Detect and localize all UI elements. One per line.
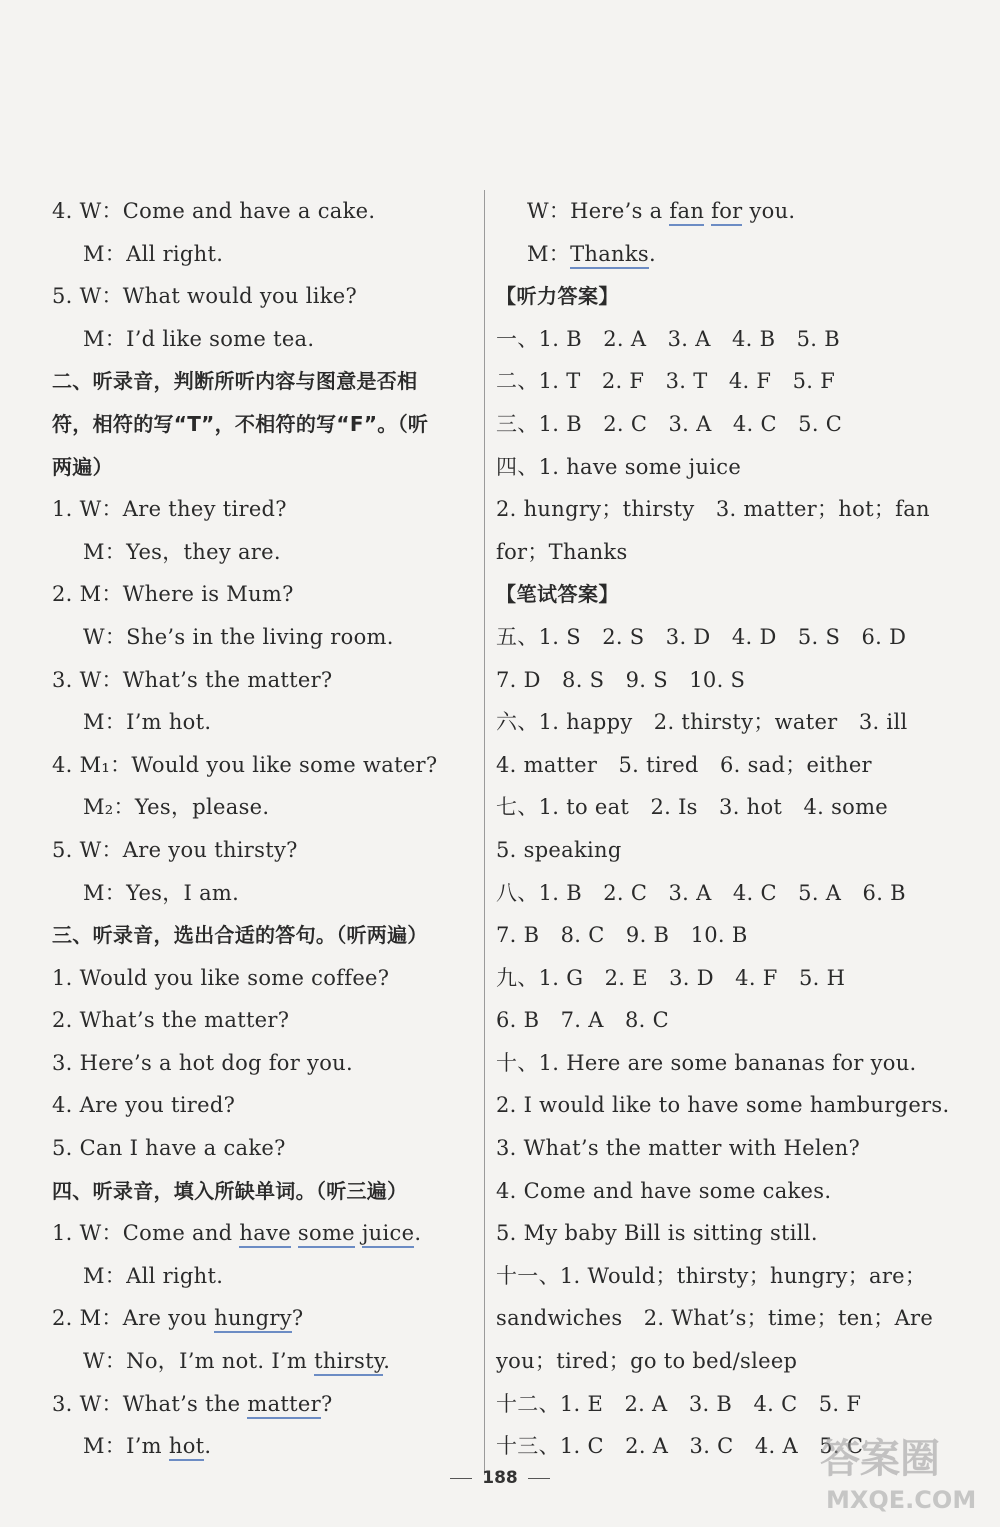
filled-blank: matter [247, 1392, 321, 1419]
answer-line: 4. matter 5. tired 6. sad；either [496, 752, 872, 777]
answer-line: 十、1. Here are some bananas for you. [496, 1050, 917, 1075]
watermark-logo [812, 1420, 992, 1520]
section-heading-4: 四、听录音，填入所缺单词。（听三遍） [52, 1178, 408, 1203]
answer-line: 2. I would like to have some hamburgers. [496, 1093, 950, 1118]
text-span: 3. W：What’s the [52, 1391, 248, 1416]
text-line: 2. What’s the matter? [52, 1008, 290, 1033]
text-line: 4. M₁：Would you like some water? [52, 752, 438, 777]
text-span: ? [320, 1391, 333, 1416]
text-line: 3. W：What’s the matter? [52, 667, 333, 692]
answer-line: 三、1. B 2. C 3. A 4. C 5. C [496, 411, 843, 436]
text-span: . [414, 1221, 422, 1246]
section-heading-2-cont: 符，相符的写“T”，不相符的写“F”。（听 [52, 411, 429, 436]
text-line: 4. W：Come and have a cake. [52, 199, 376, 223]
listening-answers-title: 【听力答案】 [496, 284, 619, 309]
text-span: 1. W：Come and [52, 1221, 240, 1246]
answer-line: 四、1. have some juice [496, 454, 742, 479]
text-span: . [204, 1434, 212, 1459]
filled-blank: have [239, 1221, 291, 1248]
text-line [52, 1297, 472, 1340]
filled-blank: hot [169, 1434, 205, 1461]
text-span: you. [742, 199, 796, 223]
text-span: ? [291, 1306, 304, 1331]
right-column [496, 190, 950, 1468]
text-line [496, 190, 936, 233]
text-span: W：Here’s a [527, 199, 670, 223]
filled-blank: hungry [214, 1306, 292, 1333]
text-line: 5. W：What would you like? [52, 284, 358, 309]
text-line: 5. Can I have a cake? [52, 1136, 286, 1161]
answer-line: 6. B 7. A 8. C [496, 1008, 669, 1033]
filled-blank: fan [669, 199, 704, 226]
filled-blank: juice [362, 1221, 414, 1248]
answer-line: sandwiches 2. What’s；time；ten；Are [496, 1306, 934, 1331]
answer-line: for；Thanks [496, 539, 628, 564]
text-span: 2. M：Are you [52, 1306, 215, 1331]
answer-line: 3. What’s the matter with Helen? [496, 1136, 861, 1161]
text-line [52, 1383, 472, 1426]
text-span: . [649, 241, 656, 266]
text-line: M：Yes，they are. [83, 539, 281, 564]
column-divider [484, 190, 485, 1475]
watermark-url: MXQE.COM [826, 1486, 977, 1514]
answer-line: 7. B 8. C 9. B 10. B [496, 923, 748, 948]
text-line: M：I’m hot. [83, 710, 212, 735]
answer-line: 七、1. to eat 2. Is 3. hot 4. some [496, 795, 889, 820]
answer-line: you；tired；go to bed/sleep [496, 1349, 798, 1374]
filled-blank: thirsty [314, 1349, 383, 1376]
section-heading-2: 二、听录音，判断所听内容与图意是否相 [52, 369, 418, 394]
answer-line: 5. speaking [496, 837, 622, 862]
page-number: 188 [482, 1468, 518, 1488]
text-line: 2. M：Where is Mum? [52, 582, 294, 607]
answer-line: 八、1. B 2. C 3. A 4. C 5. A 6. B [496, 880, 906, 905]
text-span: M： [527, 241, 571, 266]
text-line: M₂：Yes，please. [83, 795, 270, 820]
text-line: 5. W：Are you thirsty? [52, 837, 298, 862]
text-line: M：All right. [83, 241, 224, 266]
text-span: M：I’m [83, 1434, 169, 1459]
answer-line: 十三、1. C 2. A 3. C 4. A 5. C [496, 1434, 864, 1459]
watermark-text: 答案圈 [820, 1436, 940, 1482]
answer-line: 一、1. B 2. A 3. A 4. B 5. B [496, 326, 840, 351]
text-line: M：I’d like some tea. [83, 326, 315, 351]
answer-line: 十一、1. Would；thirsty；hungry；are； [496, 1263, 927, 1288]
text-line: 1. Would you like some coffee? [52, 965, 390, 990]
text-span: . [383, 1349, 391, 1374]
answer-line: 5. My baby Bill is sitting still. [496, 1221, 818, 1246]
section-heading-2-cont: 两遍） [52, 454, 113, 479]
text-line: W：She’s in the living room. [83, 624, 394, 649]
answer-line: 2. hungry；thirsty 3. matter；hot；fan [496, 497, 930, 522]
text-line [52, 1340, 472, 1383]
text-line [496, 233, 936, 276]
text-line [52, 1212, 472, 1255]
text-span: W：No，I’m not. I’m [83, 1349, 315, 1374]
left-column [52, 190, 472, 1468]
text-line: 4. Are you tired? [52, 1093, 236, 1118]
answer-line: 六、1. happy 2. thirsty；water 3. ill [496, 710, 908, 735]
filled-blank: some [298, 1221, 355, 1248]
answer-line: 十二、1. E 2. A 3. B 4. C 5. F [496, 1391, 862, 1416]
filled-blank: for [711, 199, 742, 226]
answer-line: 五、1. S 2. S 3. D 4. D 5. S 6. D [496, 624, 907, 649]
answer-line: 4. Come and have some cakes. [496, 1178, 832, 1203]
section-heading-3: 三、听录音，选出合适的答句。（听两遍） [52, 923, 428, 948]
footer-dash [450, 1478, 472, 1479]
text-line: 1. W：Are they tired? [52, 497, 287, 522]
text-line: 3. Here’s a hot dog for you. [52, 1050, 353, 1075]
text-line: M：All right. [83, 1263, 224, 1288]
answer-line: 7. D 8. S 9. S 10. S [496, 667, 746, 692]
answer-line: 九、1. G 2. E 3. D 4. F 5. H [496, 965, 846, 990]
answer-line: 二、1. T 2. F 3. T 4. F 5. F [496, 369, 836, 394]
written-answers-title: 【笔试答案】 [496, 582, 619, 607]
filled-blank: Thanks [570, 242, 649, 269]
footer-dash [528, 1478, 550, 1479]
text-line: M：Yes，I am. [83, 880, 240, 905]
text-line [52, 1425, 472, 1468]
